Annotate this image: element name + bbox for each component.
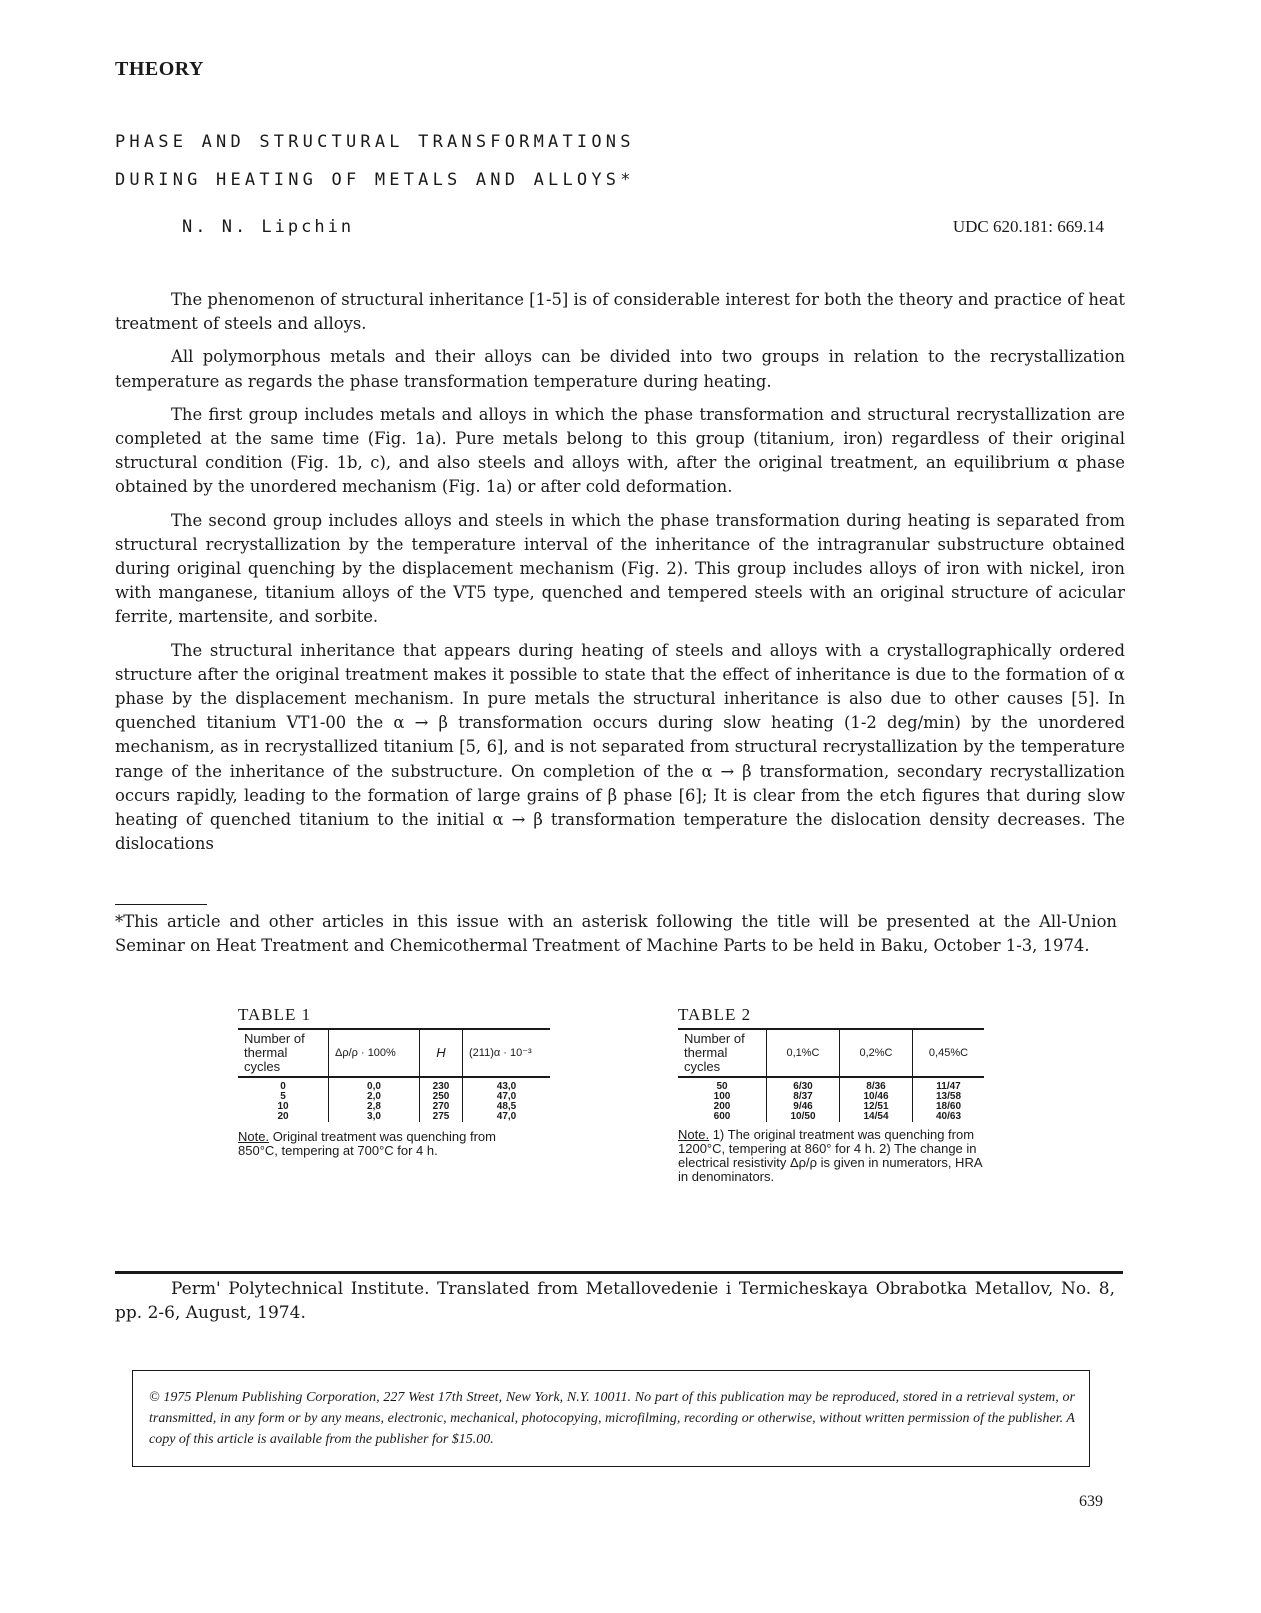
table-cell: 43,0 [463, 1077, 551, 1092]
paragraph: The structural inheritance that appears during heating of steels and alloys with a crystallographically ordered structure after the original treatment makes it possible to state that the effect of inheritance is due to the formation of α phase by the displacement mechanism. In pure metals the structural inheritance is also due to other causes [5]. In quenched titanium VT1-00 the α → β transformation occurs during slow heating (1-2 deg/min) by the unordered mechanism, as in recrystallized titanium [5, 6], and is not separated from structural recrystallization by the temperature range of the inheritance of the substructure. On completion of the α → β transformation, secondary recrystallization occurs rapidly, leading to the formation of large grains of β phase [6]; It is clear from the etch figures that during slow heating of quenched titanium to the initial α → β transformation temperature the dislocation density decreases. The dislocations [115, 640, 1125, 854]
table-cell: 48,5 [463, 1102, 551, 1112]
footnote-rule [115, 904, 207, 905]
author: N. N. Lipchin [182, 217, 355, 237]
table-cell: 14/54 [840, 1112, 913, 1122]
table-cell: 8/36 [840, 1077, 913, 1092]
note-text: 1) The original treatment was quenching from 1200°C, tempering at 860° for 4 h. 2) The change in electrical resistivity Δρ/ρ is given in numerators, HRA in denominators. [678, 1127, 982, 1184]
table-1-note [238, 1130, 538, 1158]
footnote: *This article and other articles in this issue with an asterisk following the title will be presented at the All-Union Seminar on Heat Treatment and Chemicothermal Treatment of Machine Parts to be held in Baku, October 1-3, 1974. [115, 912, 1117, 956]
table-cell: 3,0 [329, 1112, 420, 1122]
table-cell: 10/50 [767, 1112, 840, 1122]
table-cell: 40/63 [913, 1112, 985, 1122]
table-row [678, 1077, 984, 1092]
table-cell: 50 [716, 1081, 728, 1092]
table-2-caption: TABLE 2 [678, 1005, 752, 1024]
table-cell: 250 [420, 1092, 463, 1102]
table-cell: 18/60 [913, 1102, 985, 1112]
page-number: 639 [1079, 1493, 1103, 1510]
table-cell: 8/37 [767, 1092, 840, 1102]
table-cell: 10/46 [840, 1092, 913, 1102]
table-cell: 275 [420, 1112, 463, 1122]
table-cell: 9/46 [767, 1102, 840, 1112]
table-2-grid [678, 1028, 984, 1122]
table-cell: 6/30 [767, 1077, 840, 1092]
table-cell: 5 [280, 1091, 286, 1102]
table-cell: 0,0 [329, 1077, 420, 1092]
table-row [238, 1112, 550, 1122]
table-header: Number of thermal cycles [238, 1029, 329, 1077]
paragraph: The second group includes alloys and steels in which the phase transformation during heating is separated from structural recrystallization by the temperature interval of the inheritance of the intragranular substructure obtained during original quenching by the displacement mechanism (Fig. 2). This group includes alloys of iron with nickel, iron with manganese, titanium alloys of the VT5 type, quenched and tempered steels with an original structure of acicular ferrite, martensite, and sorbite. [115, 510, 1125, 627]
table-1 [238, 1005, 550, 1158]
table-row [238, 1077, 550, 1092]
note-label: Note. [238, 1129, 270, 1144]
table-cell: 0 [280, 1081, 286, 1092]
table-header: Δρ/ρ · 100% [329, 1029, 420, 1077]
paragraph: All polymorphous metals and their alloys can be divided into two groups in relation to the recrystallization temperature as regards the phase transformation temperature during heating. [115, 347, 1125, 391]
table-1-grid [238, 1028, 550, 1122]
note-label: Note. [678, 1127, 710, 1142]
article-title-line-1: PHASE AND STRUCTURAL TRANSFORMATIONS [115, 132, 635, 152]
table-cell: 12/51 [840, 1102, 913, 1112]
table-cell: 20 [277, 1111, 289, 1122]
table-cell: 47,0 [463, 1092, 551, 1102]
table-row [678, 1112, 984, 1122]
copyright-box [132, 1370, 1090, 1467]
table-cell: 47,0 [463, 1112, 551, 1122]
table-header: 0,2%C [840, 1029, 913, 1077]
table-1-caption: TABLE 1 [238, 1005, 312, 1024]
table-header: 0,45%C [913, 1029, 985, 1077]
udc-code: UDC 620.181: 669.14 [952, 217, 1104, 236]
table-2 [678, 1005, 984, 1184]
table-header: (211)α · 10⁻³ [463, 1029, 551, 1077]
affiliation-rule [115, 1271, 1123, 1274]
section-label: THEORY [115, 58, 204, 80]
table-cell: 13/58 [913, 1092, 985, 1102]
table-cell: 230 [420, 1077, 463, 1092]
table-cell: 2,0 [329, 1092, 420, 1102]
table-cell: 270 [420, 1102, 463, 1112]
table-header: 0,1%C [767, 1029, 840, 1077]
body-text [115, 288, 1125, 856]
note-text: Original treatment was quenching from 850°C, tempering at 700°C for 4 h. [238, 1129, 496, 1158]
table-cell: 10 [277, 1101, 289, 1112]
table-header: H [420, 1029, 463, 1077]
table-cell: 11/47 [913, 1077, 985, 1092]
table-cell: 100 [713, 1091, 731, 1102]
paragraph: The first group includes metals and alloys in which the phase transformation and structural recrystallization are completed at the same time (Fig. 1a). Pure metals belong to this group (titanium, iron) regardless of their original structural condition (Fig. 1b, c), and also steels and alloys with, after the original treatment, an equilibrium α phase obtained by the unordered mechanism (Fig. 1a) or after cold deformation. [115, 404, 1125, 497]
table-cell: 200 [713, 1101, 731, 1112]
affiliation: Perm' Polytechnical Institute. Translated from Metallovedenie i Termicheskaya Obrabotka Metallov, No. 8, pp. 2-6, August, 1974. [115, 1279, 1115, 1323]
table-header: Number of thermal cycles [678, 1029, 767, 1077]
table-cell: 2,8 [329, 1102, 420, 1112]
table-cell: 600 [713, 1111, 731, 1122]
table-2-note [678, 1128, 988, 1184]
article-title-line-2: DURING HEATING OF METALS AND ALLOYS* [115, 170, 635, 190]
paragraph: The phenomenon of structural inheritance [1-5] is of considerable interest for both the theory and practice of heat treatment of steels and alloys. [115, 290, 1125, 334]
copyright-notice: © 1975 Plenum Publishing Corporation, 227 West 17th Street, New York, N.Y. 10011. No part of this publication may be reproduced, stored in a retrieval system, or transmitted, in any form or by any means, electronic, mechanical, photocopying, microfilming, recording or otherwise, without written permission of the publisher. A copy of this article is available from the publisher for $15.00. [149, 1390, 1075, 1447]
